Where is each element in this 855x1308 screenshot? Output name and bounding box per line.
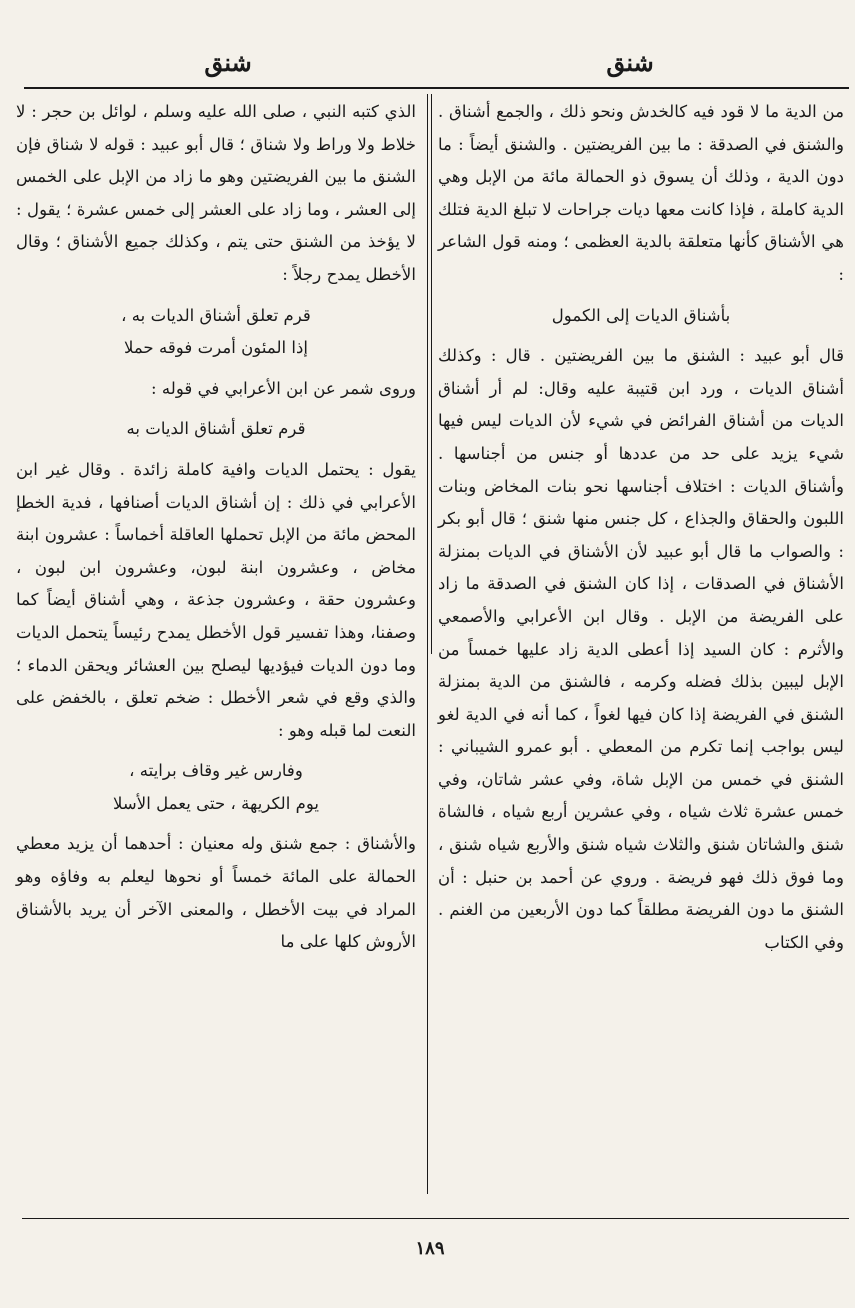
left-verse-3-line-1: وفارس غير وقاف برايته ، [129,761,303,781]
left-verse-3 [16,755,416,820]
header-word-left: شنق [204,48,252,77]
left-verse-1 [16,300,416,365]
page-number: ١٨٩ [415,1238,445,1259]
top-rule [24,87,849,89]
left-paragraph-4: والأشناق : جمع شنق وله معنيان : أحدهما أن يزيد معطي الحمالة على المائة خمساً أو نحوها ليعلم به وفاؤه وهو المراد في بيت الأخطل ، والمعنى الآخر أن يريد بالأشناق الأروش كلها على ما [16,834,416,952]
left-verse-3-line-2: يوم الكريهة ، حتى يعمل الأسلا [112,793,320,813]
left-paragraph-2: وروى شمر عن ابن الأعرابي في قوله : [151,378,416,398]
right-verse [438,300,844,333]
left-verse-2 [16,413,416,446]
left-verse-1-line-1: قرم تعلق أشناق الديات به ، [121,305,311,325]
right-verse-line: بأشناق الديات إلى الكمول [551,305,731,325]
right-paragraph-1: من الدية ما لا قود فيه كالخدش ونحو ذلك ، والجمع أشناق . والشنق في الصدقة : ما بين الفريضتين . والشنق أيضاً : ما دون الدية ، وذلك أن يسوق ذو الحمالة مائة من الإبل وهي الدية كاملة ، فإذا كانت معها ديات جراحات لا تبلغ الدية فتلك هي الأشناق كأنها متعلقة بالدية العظمى ؛ ومنه قول الشاعر : [438,102,844,284]
bottom-rule [22,1218,849,1219]
column-divider-inner [431,94,432,654]
right-column [438,96,844,959]
left-verse-1-line-2: إذا المئون أمرت فوقه حملا [123,338,309,358]
left-paragraph-3: يقول : يحتمل الديات وافية كاملة زائدة . وقال غير ابن الأعرابي في ذلك : إن أشناق الديات أصنافها ، فدية الخطإ المحض مائة من الإبل تحملها العاقلة أخماساً : عشرون ابنة مخاض ، وعشرون ابنة لبون، وعشرون ابن لبون ، وعشرون حقة ، وعشرون جذعة ، وهي أشناق أيضاً كما وصفنا، وهذا تفسير قول الأخطل يمدح رئيساً يتحمل الديات وما دون الديات فيؤديها ليصلح بين العشائر ويحقن الدماء ؛ والذي وقع في شعر الأخطل : ضخم تعلق ، بالخفض على النعت لما قبله وهو : [16,459,416,740]
header-word-right: شنق [606,48,654,77]
left-column [16,96,416,959]
left-verse-2-line: قرم تعلق أشناق الديات به [126,419,306,439]
right-paragraph-2: قال أبو عبيد : الشنق ما بين الفريضتين . قال : وكذلك أشناق الديات ، ورد ابن قتيبة عليه وقال: لم أر أشناق الديات من أشناق الفرائض في شيء لأن الديات ليس فيها شيء يزيد على حد من عددها أو جنس من أجناسها . وأشناق الديات : اختلاف أجناسها نحو بنات المخاض وبنات اللبون والحقاق والجذاع ، كل جنس منها شنق ؛ قال أبو بكر : والصواب ما قال أبو عبيد لأن الأشناق في الديات بمنزلة الأشناق في الصدقات ، إذا كان الشنق في الصدقة ما زاد على الفريضة من الإبل . وقال ابن الأعرابي والأصمعي والأثرم : كان السيد إذا أعطى الدية زاد عليها خمساً من الإبل ليبين بذلك فضله وكرمه ، فالشنق من الدية بمنزلة الشنق في الفريضة إذا كان فيها لغواً ، كما أنه في الدية لغو ليس بواجب إنما تكرم من المعطي . أبو عمرو الشيباني : الشنق في خمس من الإبل شاة، وفي عشر شاتان، وفي خمس عشرة ثلاث شياه ، وفي عشرين أربع شياه ، فالشاة شنق والشاتان شنق والثلاث شياه شنق والأربع شياه شنق ، وما فوق ذلك فهو فريضة . وروي عن أحمد بن حنبل : أن الشنق ما دون الفريضة مطلقاً كما دون الأربعين من الغنم . وفي الكتاب [438,346,844,952]
left-paragraph-1: الذي كتبه النبي ، صلى الله عليه وسلم ، لوائل بن حجر : لا خلاط ولا وراط ولا شناق ؛ قال أبو عبيد : قوله لا شناق فإن الشنق ما بين الفريضتين وهو ما زاد من الإبل على الخمس إلى العشر ، وما زاد على العشر إلى خمس عشرة ؛ يقول : لا يؤخذ من الشنق حتى يتم ، وكذلك جميع الأشناق ؛ وقال الأخطل يمدح رجلاً : [16,102,416,284]
column-divider [427,94,428,1194]
